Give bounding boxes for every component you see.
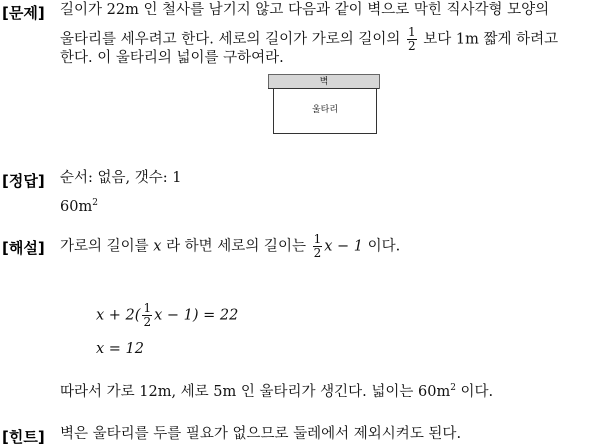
hint-tag: [힌트]: [2, 428, 45, 446]
equation-fraction: $\frac{1}{2}$: [143, 301, 152, 329]
solution-expression: x − 1: [324, 238, 363, 255]
solution-line-1: 가로의 길이를 x 라 하면 세로의 길이는 $\frac{1}{2}$ x − 1 이다.: [60, 232, 401, 260]
answer-value: $60m^2$: [60, 198, 98, 215]
problem-line-1: 길이가 22m 인 철사를 남기지 않고 다음과 같이 벽으로 막힌 직사각형 모양의: [60, 2, 550, 18]
problem-line-3: 한다. 이 울타리의 넓이를 구하여라.: [60, 50, 284, 66]
problem-line-2-text-b: 보다 1m 짧게 하려고: [423, 31, 559, 48]
wall-rect: 벽: [268, 74, 380, 89]
variable-x: x: [153, 238, 162, 255]
solution-tag: [해설]: [2, 239, 45, 257]
problem-line-2-text-a: 울타리를 세우려고 한다. 세로의 길이가 가로의 길이의: [60, 31, 401, 48]
answer-tag: [정답]: [2, 172, 45, 190]
fence-rect: 울타리: [273, 89, 377, 134]
solution-conclusion: 따라서 가로 12m, 세로 5m 인 울타리가 생긴다. 넓이는 $60m^2$ 이다.: [60, 383, 494, 400]
problem-tag: [문제]: [2, 4, 45, 22]
problem-fraction: $\frac{1}{2}$: [408, 25, 416, 53]
answer-line-1: 순서: 없음, 갯수: 1: [60, 170, 182, 186]
hint-text: 벽은 울타리를 두를 필요가 없으므로 둘레에서 제외시켜도 된다.: [60, 426, 462, 442]
equation-1: x + 2( $\frac{1}{2}$ x − 1) = 22: [96, 301, 239, 329]
solution-fraction: $\frac{1}{2}$: [313, 232, 322, 260]
equation-2: x = 12: [96, 341, 144, 357]
